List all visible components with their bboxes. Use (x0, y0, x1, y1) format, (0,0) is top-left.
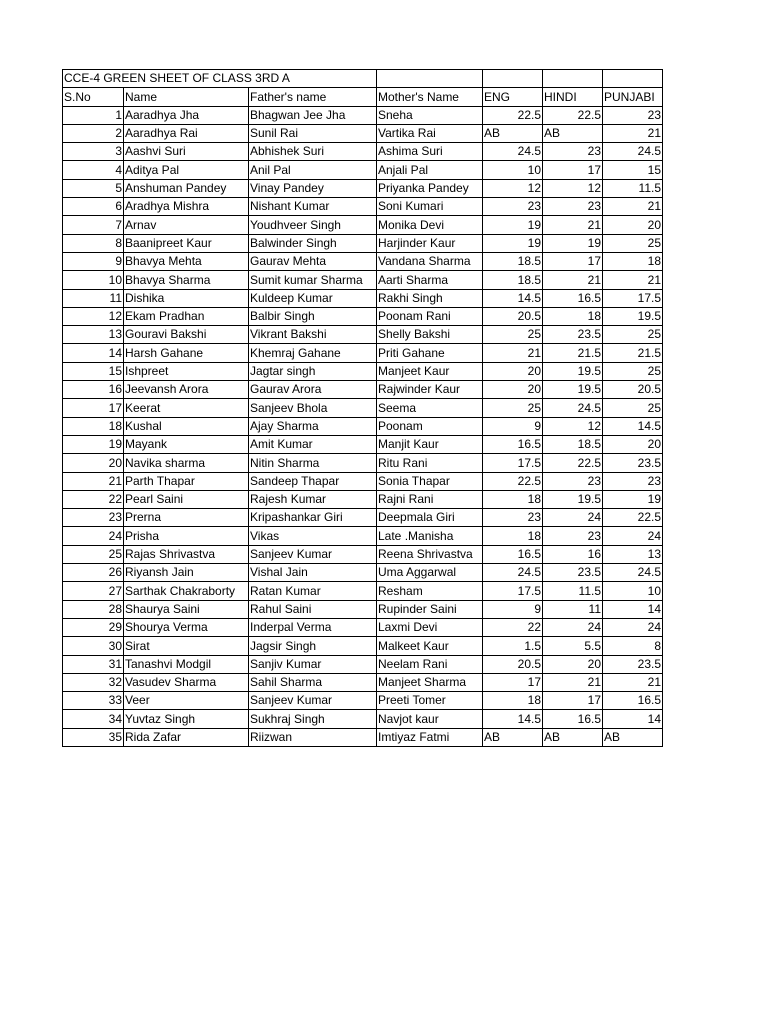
punjabi-cell[interactable]: 19.5 (603, 307, 663, 325)
empty-cell[interactable] (483, 70, 543, 88)
table-row (63, 637, 663, 655)
sno-cell[interactable]: 20 (63, 454, 124, 472)
table-row (63, 692, 663, 710)
eng-cell[interactable]: 16.5 (483, 545, 543, 563)
mother-name-cell[interactable]: Ritu Rani (377, 454, 483, 472)
father-name-cell[interactable]: Sahil Sharma (249, 673, 377, 691)
punjabi-cell[interactable]: 24 (603, 527, 663, 545)
hindi-cell[interactable]: 23 (543, 472, 603, 490)
hindi-cell[interactable]: 17 (543, 161, 603, 179)
eng-cell[interactable]: 18 (483, 490, 543, 508)
hindi-cell[interactable]: AB (543, 124, 603, 142)
punjabi-cell[interactable]: 17.5 (603, 289, 663, 307)
father-name-cell[interactable]: Jagsir Singh (249, 637, 377, 655)
mother-name-cell[interactable]: Seema (377, 399, 483, 417)
mother-name-cell[interactable]: Resham (377, 582, 483, 600)
father-name-cell[interactable]: Kuldeep Kumar (249, 289, 377, 307)
punjabi-cell[interactable]: 11.5 (603, 179, 663, 197)
hindi-cell[interactable]: 16.5 (543, 710, 603, 728)
hindi-cell[interactable]: 12 (543, 179, 603, 197)
punjabi-cell[interactable]: 21.5 (603, 344, 663, 362)
eng-cell[interactable]: 20.5 (483, 307, 543, 325)
sno-cell[interactable]: 8 (63, 234, 124, 252)
mother-name-cell[interactable]: Deepmala Giri (377, 509, 483, 527)
mother-name-cell[interactable]: Uma Aggarwal (377, 564, 483, 582)
punjabi-cell[interactable]: 21 (603, 124, 663, 142)
father-name-cell[interactable]: Sandeep Thapar (249, 472, 377, 490)
punjabi-cell[interactable]: 14 (603, 710, 663, 728)
sno-cell[interactable]: 1 (63, 106, 124, 124)
punjabi-cell[interactable]: 13 (603, 545, 663, 563)
table-row (63, 600, 663, 618)
name-cell[interactable]: Gouravi Bakshi (124, 326, 249, 344)
eng-cell[interactable]: 19 (483, 234, 543, 252)
sno-cell[interactable]: 22 (63, 490, 124, 508)
mother-name-cell[interactable]: Preeti Tomer (377, 692, 483, 710)
eng-cell[interactable]: 20 (483, 381, 543, 399)
sno-cell[interactable]: 13 (63, 326, 124, 344)
sno-cell[interactable]: 2 (63, 124, 124, 142)
table-row (63, 399, 663, 417)
table-row (63, 728, 663, 746)
mother-name-cell[interactable]: Vartika Rai (377, 124, 483, 142)
mother-name-cell[interactable]: Rakhi Singh (377, 289, 483, 307)
name-cell[interactable]: Shaurya Saini (124, 600, 249, 618)
eng-cell[interactable]: 12 (483, 179, 543, 197)
name-cell[interactable]: Veer (124, 692, 249, 710)
name-cell[interactable]: Pearl Saini (124, 490, 249, 508)
name-cell[interactable]: Arnav (124, 216, 249, 234)
hindi-cell[interactable]: 19.5 (543, 362, 603, 380)
father-name-cell[interactable]: Ajay Sharma (249, 417, 377, 435)
sno-cell[interactable]: 35 (63, 728, 124, 746)
punjabi-cell[interactable]: 10 (603, 582, 663, 600)
table-row (63, 417, 663, 435)
hindi-cell[interactable]: 22.5 (543, 106, 603, 124)
name-cell[interactable]: Yuvtaz Singh (124, 710, 249, 728)
mother-name-cell[interactable]: Monika Devi (377, 216, 483, 234)
punjabi-cell[interactable]: 23.5 (603, 454, 663, 472)
sno-cell[interactable]: 9 (63, 252, 124, 270)
hindi-cell[interactable]: 19.5 (543, 381, 603, 399)
eng-cell[interactable]: 9 (483, 600, 543, 618)
hindi-cell[interactable]: 11.5 (543, 582, 603, 600)
name-cell[interactable]: Aashvi Suri (124, 143, 249, 161)
father-name-cell[interactable]: Riizwan (249, 728, 377, 746)
sno-cell[interactable]: 24 (63, 527, 124, 545)
father-name-cell[interactable]: Inderpal Verma (249, 618, 377, 636)
sno-cell[interactable]: 10 (63, 271, 124, 289)
hindi-cell[interactable]: 24.5 (543, 399, 603, 417)
hindi-cell[interactable]: 23.5 (543, 326, 603, 344)
name-cell[interactable]: Riyansh Jain (124, 564, 249, 582)
punjabi-cell[interactable]: 24.5 (603, 143, 663, 161)
title-cell[interactable] (63, 70, 290, 88)
table-row (63, 271, 663, 289)
table-row (63, 710, 663, 728)
name-cell[interactable]: Prerna (124, 509, 249, 527)
father-name-cell[interactable]: Sunil Rai (249, 124, 377, 142)
hindi-cell[interactable]: 20 (543, 655, 603, 673)
name-cell[interactable]: Keerat (124, 399, 249, 417)
hindi-cell[interactable]: 23 (543, 198, 603, 216)
sno-cell[interactable]: 17 (63, 399, 124, 417)
name-cell[interactable]: Parth Thapar (124, 472, 249, 490)
name-cell[interactable]: Aaradhya Jha (124, 106, 249, 124)
father-name-cell[interactable]: Sanjeev Kumar (249, 692, 377, 710)
table-row (63, 527, 663, 545)
sno-cell[interactable]: 32 (63, 673, 124, 691)
father-name-cell[interactable]: Sanjeev Kumar (249, 545, 377, 563)
green-sheet-table (62, 69, 663, 747)
mother-name-cell[interactable]: Harjinder Kaur (377, 234, 483, 252)
mother-name-cell[interactable]: Rajni Rani (377, 490, 483, 508)
table-row (63, 124, 663, 142)
father-name-cell[interactable]: Sumit kumar Sharma (249, 271, 377, 289)
hindi-cell[interactable]: 16 (543, 545, 603, 563)
mother-name-cell[interactable]: Priti Gahane (377, 344, 483, 362)
sno-cell[interactable]: 4 (63, 161, 124, 179)
mother-name-cell[interactable]: Imtiyaz Fatmi (377, 728, 483, 746)
punjabi-cell[interactable]: 23.5 (603, 655, 663, 673)
table-row (63, 509, 663, 527)
header-eng[interactable]: ENG (483, 88, 543, 106)
sno-cell[interactable]: 5 (63, 179, 124, 197)
header-father-name[interactable]: Father's name (249, 88, 377, 106)
name-cell[interactable]: Baanipreet Kaur (124, 234, 249, 252)
punjabi-cell[interactable]: 23 (603, 106, 663, 124)
table-row (63, 179, 663, 197)
name-cell[interactable]: Sarthak Chakraborty (124, 582, 249, 600)
table-row (63, 381, 663, 399)
eng-cell[interactable]: 22.5 (483, 472, 543, 490)
mother-name-cell[interactable]: Soni Kumari (377, 198, 483, 216)
eng-cell[interactable]: 20 (483, 362, 543, 380)
table-row (63, 198, 663, 216)
father-name-cell[interactable]: Nishant Kumar (249, 198, 377, 216)
mother-name-cell[interactable]: Shelly Bakshi (377, 326, 483, 344)
hindi-cell[interactable]: 16.5 (543, 289, 603, 307)
father-name-cell[interactable]: Anil Pal (249, 161, 377, 179)
punjabi-cell[interactable]: 25 (603, 399, 663, 417)
father-name-cell[interactable]: Vishal Jain (249, 564, 377, 582)
empty-cell[interactable] (603, 70, 663, 88)
mother-name-cell[interactable]: Manjeet Kaur (377, 362, 483, 380)
hindi-cell[interactable]: 18.5 (543, 435, 603, 453)
punjabi-cell[interactable]: 23 (603, 472, 663, 490)
title-row (63, 70, 663, 88)
eng-cell[interactable]: 21 (483, 344, 543, 362)
hindi-cell[interactable]: AB (543, 728, 603, 746)
hindi-cell[interactable]: 21.5 (543, 344, 603, 362)
eng-cell[interactable]: 25 (483, 326, 543, 344)
father-name-cell[interactable]: Jagtar singh (249, 362, 377, 380)
name-cell[interactable]: Mayank (124, 435, 249, 453)
sno-cell[interactable]: 6 (63, 198, 124, 216)
eng-cell[interactable]: 24.5 (483, 143, 543, 161)
eng-cell[interactable]: 23 (483, 509, 543, 527)
table-row (63, 545, 663, 563)
sno-cell[interactable]: 12 (63, 307, 124, 325)
table-row (63, 252, 663, 270)
eng-cell[interactable]: 23 (483, 198, 543, 216)
eng-cell[interactable]: 17.5 (483, 454, 543, 472)
eng-cell[interactable]: 14.5 (483, 289, 543, 307)
header-mother-name[interactable]: Mother's Name (377, 88, 483, 106)
father-name-cell[interactable]: Ratan Kumar (249, 582, 377, 600)
hindi-cell[interactable]: 21 (543, 216, 603, 234)
name-cell[interactable]: Bhavya Mehta (124, 252, 249, 270)
sno-cell[interactable]: 16 (63, 381, 124, 399)
eng-cell[interactable]: 18 (483, 527, 543, 545)
punjabi-cell[interactable]: 8 (603, 637, 663, 655)
eng-cell[interactable]: 17 (483, 673, 543, 691)
header-hindi[interactable]: HINDI (543, 88, 603, 106)
mother-name-cell[interactable]: Manjeet Sharma (377, 673, 483, 691)
mother-name-cell[interactable]: Sneha (377, 106, 483, 124)
punjabi-cell[interactable]: 19 (603, 490, 663, 508)
sno-cell[interactable]: 18 (63, 417, 124, 435)
name-cell[interactable]: Sirat (124, 637, 249, 655)
sno-cell[interactable]: 25 (63, 545, 124, 563)
header-row (63, 88, 663, 106)
eng-cell[interactable]: 19 (483, 216, 543, 234)
name-cell[interactable]: Aditya Pal (124, 161, 249, 179)
table-row (63, 362, 663, 380)
mother-name-cell[interactable]: Laxmi Devi (377, 618, 483, 636)
father-name-cell[interactable]: Vikrant Bakshi (249, 326, 377, 344)
name-cell[interactable]: Anshuman Pandey (124, 179, 249, 197)
sno-cell[interactable]: 7 (63, 216, 124, 234)
punjabi-cell[interactable]: 15 (603, 161, 663, 179)
father-name-cell[interactable]: Rahul Saini (249, 600, 377, 618)
hindi-cell[interactable]: 5.5 (543, 637, 603, 655)
father-name-cell[interactable]: Vikas (249, 527, 377, 545)
table-row (63, 618, 663, 636)
hindi-cell[interactable]: 17 (543, 692, 603, 710)
name-cell[interactable]: Aaradhya Rai (124, 124, 249, 142)
sno-cell[interactable]: 3 (63, 143, 124, 161)
empty-cell[interactable] (543, 70, 603, 88)
mother-name-cell[interactable]: Navjot kaur (377, 710, 483, 728)
punjabi-cell[interactable]: AB (603, 728, 663, 746)
eng-cell[interactable]: 1.5 (483, 637, 543, 655)
table-row (63, 655, 663, 673)
table-row (63, 472, 663, 490)
name-cell[interactable]: Vasudev Sharma (124, 673, 249, 691)
header-punjabi[interactable]: PUNJABI (603, 88, 663, 106)
table-row (63, 216, 663, 234)
table-row (63, 106, 663, 124)
father-name-cell[interactable]: Gaurav Mehta (249, 252, 377, 270)
father-name-cell[interactable]: Sanjeev Bhola (249, 399, 377, 417)
punjabi-cell[interactable]: 22.5 (603, 509, 663, 527)
father-name-cell[interactable]: Kripashankar Giri (249, 509, 377, 527)
mother-name-cell[interactable]: Malkeet Kaur (377, 637, 483, 655)
name-cell[interactable]: Tanashvi Modgil (124, 655, 249, 673)
hindi-cell[interactable]: 19.5 (543, 490, 603, 508)
mother-name-cell[interactable]: Rajwinder Kaur (377, 381, 483, 399)
hindi-cell[interactable]: 12 (543, 417, 603, 435)
name-cell[interactable]: Navika sharma (124, 454, 249, 472)
hindi-cell[interactable]: 18 (543, 307, 603, 325)
name-cell[interactable]: Bhavya Sharma (124, 271, 249, 289)
mother-name-cell[interactable]: Late .Manisha (377, 527, 483, 545)
hindi-cell[interactable]: 24 (543, 509, 603, 527)
eng-cell[interactable]: 22.5 (483, 106, 543, 124)
table-row (63, 326, 663, 344)
name-cell[interactable]: Harsh Gahane (124, 344, 249, 362)
punjabi-cell[interactable]: 20 (603, 435, 663, 453)
table-row (63, 234, 663, 252)
eng-cell[interactable]: 14.5 (483, 710, 543, 728)
sno-cell[interactable]: 33 (63, 692, 124, 710)
sno-cell[interactable]: 21 (63, 472, 124, 490)
punjabi-cell[interactable]: 21 (603, 271, 663, 289)
hindi-cell[interactable]: 22.5 (543, 454, 603, 472)
hindi-cell[interactable]: 21 (543, 673, 603, 691)
father-name-cell[interactable]: Youdhveer Singh (249, 216, 377, 234)
name-cell[interactable]: Dishika (124, 289, 249, 307)
sno-cell[interactable]: 31 (63, 655, 124, 673)
hindi-cell[interactable]: 17 (543, 252, 603, 270)
eng-cell[interactable]: 16.5 (483, 435, 543, 453)
mother-name-cell[interactable]: Rupinder Saini (377, 600, 483, 618)
name-cell[interactable]: Kushal (124, 417, 249, 435)
hindi-cell[interactable]: 24 (543, 618, 603, 636)
hindi-cell[interactable]: 11 (543, 600, 603, 618)
hindi-cell[interactable]: 23 (543, 527, 603, 545)
eng-cell[interactable]: 24.5 (483, 564, 543, 582)
father-name-cell[interactable]: Bhagwan Jee Jha (249, 106, 377, 124)
mother-name-cell[interactable]: Neelam Rani (377, 655, 483, 673)
name-cell[interactable]: Shourya Verma (124, 618, 249, 636)
father-name-cell[interactable]: Vinay Pandey (249, 179, 377, 197)
hindi-cell[interactable]: 23.5 (543, 564, 603, 582)
table-row (63, 454, 663, 472)
eng-cell[interactable]: 17.5 (483, 582, 543, 600)
name-cell[interactable]: Aradhya Mishra (124, 198, 249, 216)
table-row (63, 307, 663, 325)
name-cell[interactable]: Prisha (124, 527, 249, 545)
father-name-cell[interactable]: Amit Kumar (249, 435, 377, 453)
sheet-title: CCE-4 GREEN SHEET OF CLASS 3RD A (64, 71, 290, 86)
table-row (63, 673, 663, 691)
eng-cell[interactable]: 22 (483, 618, 543, 636)
mother-name-cell[interactable]: Poonam (377, 417, 483, 435)
table-row (63, 161, 663, 179)
name-cell[interactable]: Rajas Shrivastva (124, 545, 249, 563)
hindi-cell[interactable]: 23 (543, 143, 603, 161)
father-name-cell[interactable]: Khemraj Gahane (249, 344, 377, 362)
table-row (63, 564, 663, 582)
punjabi-cell[interactable]: 14.5 (603, 417, 663, 435)
mother-name-cell[interactable]: Manjit Kaur (377, 435, 483, 453)
eng-cell[interactable]: 18.5 (483, 271, 543, 289)
sno-cell[interactable]: 29 (63, 618, 124, 636)
mother-name-cell[interactable]: Poonam Rani (377, 307, 483, 325)
punjabi-cell[interactable]: 20.5 (603, 381, 663, 399)
mother-name-cell[interactable]: Ashima Suri (377, 143, 483, 161)
punjabi-cell[interactable]: 16.5 (603, 692, 663, 710)
eng-cell[interactable]: AB (483, 124, 543, 142)
father-name-cell[interactable]: Gaurav Arora (249, 381, 377, 399)
table-body (63, 70, 663, 747)
name-cell[interactable]: Rida Zafar (124, 728, 249, 746)
punjabi-cell[interactable]: 25 (603, 362, 663, 380)
name-cell[interactable]: Jeevansh Arora (124, 381, 249, 399)
sno-cell[interactable]: 26 (63, 564, 124, 582)
father-name-cell[interactable]: Nitin Sharma (249, 454, 377, 472)
punjabi-cell[interactable]: 14 (603, 600, 663, 618)
punjabi-cell[interactable]: 24.5 (603, 564, 663, 582)
header-name[interactable]: Name (124, 88, 249, 106)
mother-name-cell[interactable]: Anjali Pal (377, 161, 483, 179)
sno-cell[interactable]: 15 (63, 362, 124, 380)
sno-cell[interactable]: 27 (63, 582, 124, 600)
sno-cell[interactable]: 11 (63, 289, 124, 307)
eng-cell[interactable]: AB (483, 728, 543, 746)
mother-name-cell[interactable]: Priyanka Pandey (377, 179, 483, 197)
mother-name-cell[interactable]: Vandana Sharma (377, 252, 483, 270)
hindi-cell[interactable]: 19 (543, 234, 603, 252)
father-name-cell[interactable]: Sukhraj Singh (249, 710, 377, 728)
eng-cell[interactable]: 9 (483, 417, 543, 435)
eng-cell[interactable]: 10 (483, 161, 543, 179)
punjabi-cell[interactable]: 21 (603, 673, 663, 691)
table-row (63, 289, 663, 307)
sno-cell[interactable]: 34 (63, 710, 124, 728)
table-row (63, 143, 663, 161)
name-cell[interactable]: Ekam Pradhan (124, 307, 249, 325)
punjabi-cell[interactable]: 25 (603, 326, 663, 344)
eng-cell[interactable]: 25 (483, 399, 543, 417)
father-name-cell[interactable]: Sanjiv Kumar (249, 655, 377, 673)
table-row (63, 435, 663, 453)
punjabi-cell[interactable]: 18 (603, 252, 663, 270)
father-name-cell[interactable]: Rajesh Kumar (249, 490, 377, 508)
sno-cell[interactable]: 23 (63, 509, 124, 527)
table-row (63, 344, 663, 362)
hindi-cell[interactable]: 21 (543, 271, 603, 289)
sno-cell[interactable]: 28 (63, 600, 124, 618)
punjabi-cell[interactable]: 24 (603, 618, 663, 636)
table-row (63, 490, 663, 508)
father-name-cell[interactable]: Balwinder Singh (249, 234, 377, 252)
header-sno[interactable]: S.No (63, 88, 124, 106)
father-name-cell[interactable]: Abhishek Suri (249, 143, 377, 161)
eng-cell[interactable]: 18 (483, 692, 543, 710)
punjabi-cell[interactable]: 25 (603, 234, 663, 252)
name-cell[interactable]: Ishpreet (124, 362, 249, 380)
sno-cell[interactable]: 30 (63, 637, 124, 655)
mother-name-cell[interactable]: Reena Shrivastva (377, 545, 483, 563)
sno-cell[interactable]: 14 (63, 344, 124, 362)
mother-name-cell[interactable]: Sonia Thapar (377, 472, 483, 490)
punjabi-cell[interactable]: 20 (603, 216, 663, 234)
eng-cell[interactable]: 18.5 (483, 252, 543, 270)
sno-cell[interactable]: 19 (63, 435, 124, 453)
punjabi-cell[interactable]: 21 (603, 198, 663, 216)
table-row (63, 582, 663, 600)
eng-cell[interactable]: 20.5 (483, 655, 543, 673)
empty-cell[interactable] (377, 70, 483, 88)
mother-name-cell[interactable]: Aarti Sharma (377, 271, 483, 289)
father-name-cell[interactable]: Balbir Singh (249, 307, 377, 325)
